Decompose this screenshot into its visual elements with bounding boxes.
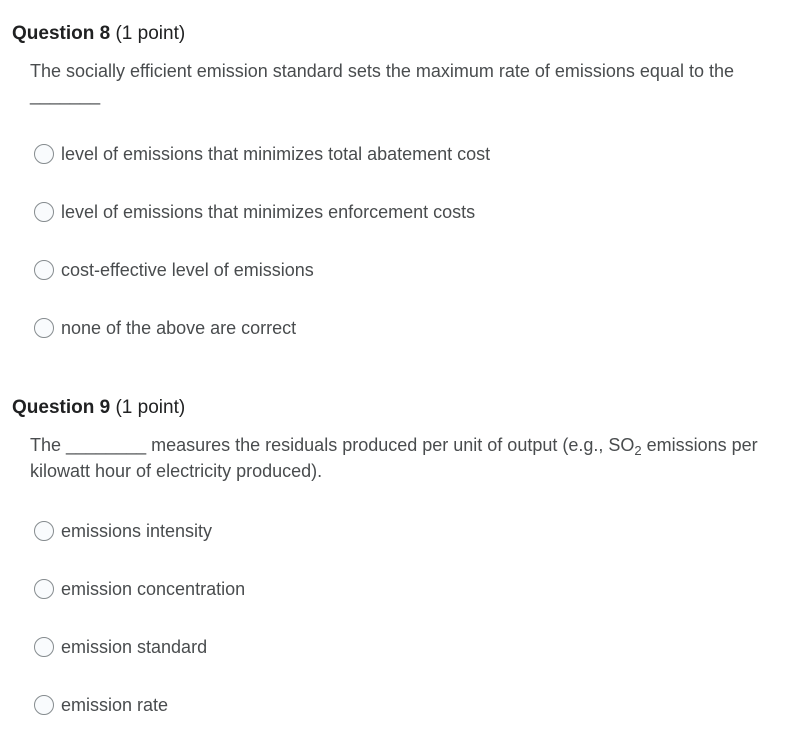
answer-option[interactable] [34, 634, 207, 660]
question-text-part: emissions per kilowatt hour of electricity produced). [30, 435, 758, 481]
radio-button[interactable] [34, 695, 54, 715]
question-title: Question 9 [12, 397, 111, 418]
answer-option-label: emission rate [61, 695, 169, 715]
question-text: The socially efficient emission standard sets the maximum rate of emissions equal to the _______ [30, 61, 734, 105]
answer-option[interactable] [34, 199, 475, 225]
answer-option-label: emission standard [61, 637, 208, 657]
radio-button[interactable] [34, 260, 54, 280]
question-points: (1 point) [115, 23, 186, 44]
question-header [12, 396, 185, 420]
radio-button[interactable] [34, 318, 54, 338]
answer-option-label: emission concentration [61, 579, 246, 599]
question-points: (1 point) [115, 397, 186, 418]
answer-option-label: cost-effective level of emissions [61, 260, 314, 280]
radio-button[interactable] [34, 579, 54, 599]
answer-option[interactable] [34, 141, 490, 167]
question-title: Question 8 [12, 23, 111, 44]
radio-button[interactable] [34, 202, 54, 222]
answer-option[interactable] [34, 315, 296, 341]
radio-button[interactable] [34, 144, 54, 164]
answer-option-label: level of emissions that minimizes enforcement costs [61, 202, 476, 222]
answer-option-label: level of emissions that minimizes total abatement cost [61, 144, 491, 164]
radio-button[interactable] [34, 521, 54, 541]
answer-option-label: emissions intensity [61, 521, 213, 541]
answer-option[interactable] [34, 692, 168, 718]
question-text-part: The ________ measures the residuals produced per unit of output (e.g., SO [30, 435, 635, 455]
answer-option[interactable] [34, 257, 314, 283]
radio-button[interactable] [34, 637, 54, 657]
answer-option[interactable] [34, 518, 212, 544]
question-header [12, 22, 185, 46]
answer-option-label: none of the above are correct [61, 318, 297, 338]
answer-option[interactable] [34, 576, 245, 602]
question-text-subscript: 2 [634, 443, 642, 458]
question-text [30, 433, 770, 483]
